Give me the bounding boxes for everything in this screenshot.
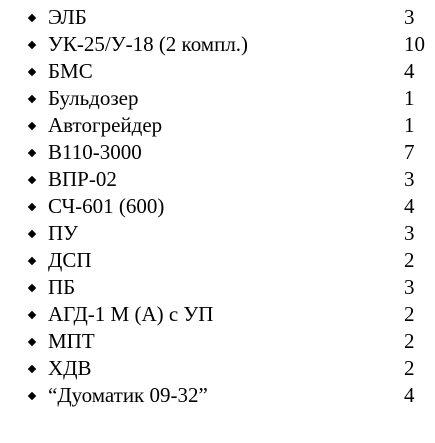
equipment-quantity: 3 <box>404 275 415 299</box>
equipment-name: БМС <box>48 59 93 83</box>
diamond-bullet-icon <box>29 96 36 103</box>
equipment-name: ДСП <box>48 248 92 272</box>
diamond-bullet-icon <box>29 204 36 211</box>
list-item <box>0 247 435 274</box>
equipment-name: ПУ <box>48 221 79 245</box>
equipment-quantity: 4 <box>404 383 415 407</box>
diamond-bullet-icon <box>29 15 36 22</box>
diamond-bullet-icon <box>29 231 36 238</box>
equipment-name: УК-25/У-18 (2 компл.) <box>48 32 249 56</box>
equipment-quantity: 1 <box>404 113 415 137</box>
list-item <box>0 58 435 85</box>
list-item <box>0 301 435 328</box>
equipment-quantity: 2 <box>404 329 415 353</box>
equipment-name: В110-3000 <box>48 140 142 164</box>
equipment-name: Автогрейдер <box>48 113 163 137</box>
diamond-bullet-icon <box>29 69 36 76</box>
list-item <box>0 355 435 382</box>
list-item <box>0 328 435 355</box>
equipment-quantity: 2 <box>404 302 415 326</box>
equipment-quantity: 3 <box>404 167 415 191</box>
list-item <box>0 139 435 166</box>
equipment-quantity: 7 <box>404 140 415 164</box>
list-item <box>0 166 435 193</box>
equipment-name: ХДВ <box>48 356 92 380</box>
diamond-bullet-icon <box>29 177 36 184</box>
equipment-quantity: 1 <box>404 86 415 110</box>
diamond-bullet-icon <box>29 312 36 319</box>
equipment-quantity: 4 <box>404 194 415 218</box>
list-item <box>0 85 435 112</box>
diamond-bullet-icon <box>29 42 36 49</box>
equipment-quantity: 2 <box>404 248 415 272</box>
list-item <box>0 220 435 247</box>
equipment-name: ПБ <box>48 275 76 299</box>
diamond-bullet-icon <box>29 258 36 265</box>
diamond-bullet-icon <box>29 123 36 130</box>
diamond-bullet-icon <box>29 285 36 292</box>
diamond-bullet-icon <box>29 150 36 157</box>
equipment-list <box>0 4 435 409</box>
list-item <box>0 193 435 220</box>
equipment-name: Бульдозер <box>48 86 139 110</box>
equipment-name: АГД-1 М (А) с УП <box>48 302 214 326</box>
equipment-quantity: 10 <box>404 32 425 56</box>
equipment-name: “Дуоматик 09-32” <box>48 383 208 407</box>
equipment-name: ЭЛБ <box>48 5 87 29</box>
list-item <box>0 382 435 409</box>
equipment-name: МПТ <box>48 329 95 353</box>
equipment-quantity: 2 <box>404 356 415 380</box>
diamond-bullet-icon <box>29 393 36 400</box>
equipment-quantity: 3 <box>404 5 415 29</box>
equipment-name: ВПР-02 <box>48 167 117 191</box>
diamond-bullet-icon <box>29 339 36 346</box>
list-item <box>0 31 435 58</box>
equipment-quantity: 3 <box>404 221 415 245</box>
diamond-bullet-icon <box>29 366 36 373</box>
list-item <box>0 4 435 31</box>
list-item <box>0 112 435 139</box>
equipment-name: СЧ-601 (600) <box>48 194 165 218</box>
equipment-quantity: 4 <box>404 59 415 83</box>
list-item <box>0 274 435 301</box>
